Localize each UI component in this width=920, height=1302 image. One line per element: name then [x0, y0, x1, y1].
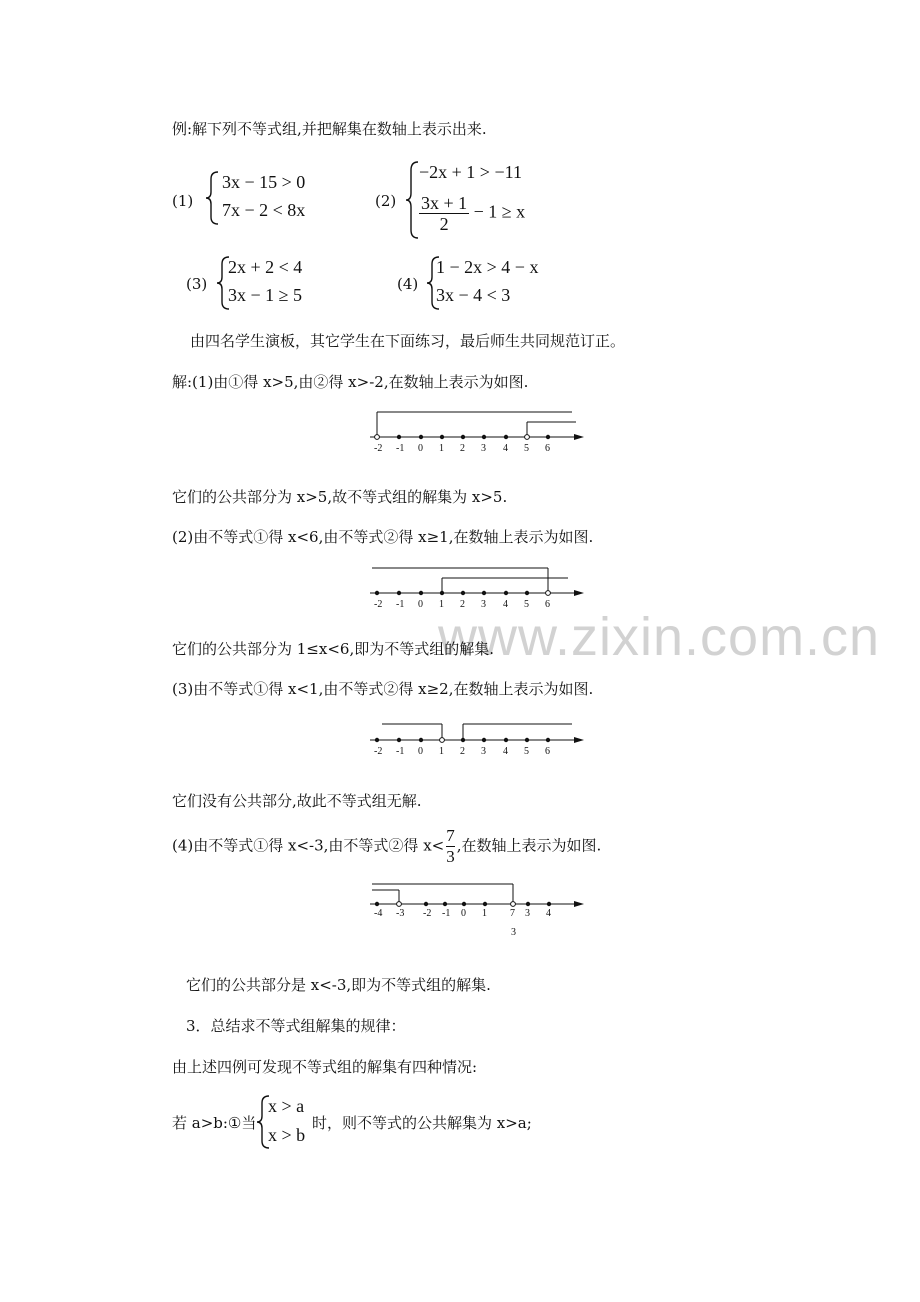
tick-label: 3 — [481, 599, 486, 610]
tick-label: -1 — [396, 746, 405, 757]
arrow-icon — [574, 901, 584, 907]
axis-point — [424, 902, 428, 906]
tick-label: 4 — [503, 599, 508, 610]
number-line-4 — [360, 880, 600, 942]
solution-2-text: (2)由不等式①得 x<6,由不等式②得 x≥1,在数轴上表示为如图. — [172, 528, 594, 546]
tick-label: -1 — [442, 908, 451, 919]
system-3-line2: 3x − 1 ≥ 5 — [228, 285, 303, 305]
tick-label: 0 — [461, 908, 466, 919]
axis-point — [419, 435, 423, 439]
rule-1-line1: x > a — [268, 1096, 305, 1116]
number-line-2 — [360, 560, 600, 612]
common-1-text: 它们的公共部分为 x>5,故不等式组的解集为 x>5. — [172, 488, 508, 506]
tick-label: 3 — [481, 443, 486, 454]
rule-1-line2: x > b — [268, 1125, 306, 1145]
axis-point — [482, 435, 486, 439]
system-2-frac-den: 2 — [439, 214, 449, 234]
tick-label: 6 — [545, 443, 550, 454]
tick-label: 5 — [524, 599, 529, 610]
arrow-icon — [574, 590, 584, 596]
common-3-text: 它们没有公共部分,故此不等式组无解. — [172, 792, 422, 810]
axis-point — [440, 738, 445, 743]
tick-label: -1 — [396, 599, 405, 610]
axis-point — [525, 738, 529, 742]
axis-point — [397, 591, 401, 595]
axis-point — [483, 902, 487, 906]
solution-4-after: ,在数轴上表示为如图. — [456, 836, 602, 855]
axis-point — [526, 902, 530, 906]
tick-label: 1 — [439, 746, 444, 757]
system-1-label: (1) — [172, 192, 194, 210]
axis-point — [375, 591, 379, 595]
axis-point — [397, 738, 401, 742]
brace-icon — [205, 170, 221, 226]
system-2-frac-num: 3x + 1 — [421, 193, 468, 213]
axis-point — [504, 591, 508, 595]
system-4-line2: 3x − 4 < 3 — [436, 285, 511, 305]
system-4-line1: 1 − 2x > 4 − x — [436, 257, 539, 277]
tick-label: 7 — [510, 908, 515, 919]
axis-point — [462, 902, 466, 906]
tick-label: -2 — [374, 443, 383, 454]
axis-point — [504, 435, 508, 439]
tick-label: 1 — [439, 599, 444, 610]
number-line-3 — [360, 714, 600, 762]
tick-label: -3 — [396, 908, 405, 919]
solution-1-text: 解:(1)由①得 x>5,由②得 x>-2,在数轴上表示为如图. — [172, 373, 529, 391]
solution-4-frac-den: 3 — [446, 847, 455, 866]
axis-point — [397, 435, 401, 439]
rule-1-suffix: 时，则不等式的公共解集为 x>a; — [312, 1114, 532, 1132]
system-2-line2-rest: − 1 ≥ x — [473, 201, 526, 222]
solution-4-text — [172, 826, 601, 867]
axis-point — [461, 435, 465, 439]
axis-point — [511, 902, 516, 907]
system-1-line1: 3x − 15 > 0 — [222, 172, 306, 192]
tick-label: 5 — [524, 443, 529, 454]
solution-4-before: (4)由不等式①得 x<-3,由不等式②得 x< — [172, 836, 445, 855]
axis-point — [461, 591, 465, 595]
tick-label: 2 — [460, 443, 465, 454]
tick-label: 6 — [545, 746, 550, 757]
example-title: 例:解下列不等式组,并把解集在数轴上表示出来. — [172, 120, 487, 138]
axis-point — [482, 738, 486, 742]
axis-point — [375, 902, 379, 906]
tick-label: 3 — [525, 908, 530, 919]
solution-3-text: (3)由不等式①得 x<1,由不等式②得 x≥2,在数轴上表示为如图. — [172, 680, 594, 698]
common-4-text: 它们的公共部分是 x<-3,即为不等式组的解集. — [186, 976, 491, 994]
arrow-icon — [574, 737, 584, 743]
axis-point — [547, 902, 551, 906]
axis-point — [440, 435, 444, 439]
tick-label: 0 — [418, 443, 423, 454]
axis-point — [546, 591, 551, 596]
axis-point — [375, 738, 379, 742]
tick-label: 0 — [418, 746, 423, 757]
axis-point — [419, 738, 423, 742]
system-2-line2 — [419, 193, 525, 234]
rule-intro-text: 由上述四例可发现不等式组的解集有四种情况: — [172, 1058, 478, 1076]
axis-point — [504, 738, 508, 742]
system-4-label: (4) — [397, 275, 419, 293]
tick-label: 2 — [460, 746, 465, 757]
tick-label: 1 — [482, 908, 487, 919]
system-3-label: (3) — [186, 275, 208, 293]
axis-point — [443, 902, 447, 906]
number-line-1 — [360, 405, 600, 455]
axis-point — [525, 435, 530, 440]
tick-label: 0 — [418, 599, 423, 610]
axis-point — [546, 435, 550, 439]
tick-label: 5 — [524, 746, 529, 757]
axis-point — [375, 435, 380, 440]
axis-point — [525, 591, 529, 595]
tick-label: -2 — [423, 908, 432, 919]
system-2-line1: −2x + 1 > −11 — [419, 162, 522, 182]
watermark: www.zixin.com.cn — [438, 607, 881, 667]
tick-label: 6 — [545, 599, 550, 610]
axis-point — [440, 591, 444, 595]
common-2-text: 它们的公共部分为 1≤x<6,即为不等式组的解集. — [172, 640, 494, 658]
tick-label: 2 — [460, 599, 465, 610]
tick-sub-label: 3 — [511, 927, 516, 938]
axis-point — [546, 738, 550, 742]
tick-label: 3 — [481, 746, 486, 757]
tick-label: -1 — [396, 443, 405, 454]
intro-text: 由四名学生演板，其它学生在下面练习，最后师生共同规范订正。 — [190, 332, 626, 350]
system-3-line1: 2x + 2 < 4 — [228, 257, 303, 277]
solution-4-frac-num: 7 — [446, 826, 455, 845]
axis-point — [419, 591, 423, 595]
axis-point — [461, 738, 465, 742]
axis-point — [482, 591, 486, 595]
tick-label: 4 — [546, 908, 551, 919]
axis-point — [397, 902, 402, 907]
tick-label: -2 — [374, 746, 383, 757]
system-1-line2: 7x − 2 < 8x — [222, 200, 306, 220]
system-2-label: (2) — [375, 192, 397, 210]
arrow-icon — [574, 434, 584, 440]
section-heading-3: 3．总结求不等式组解集的规律： — [186, 1017, 406, 1035]
tick-label: -2 — [374, 599, 383, 610]
tick-label: 4 — [503, 746, 508, 757]
tick-label: 1 — [439, 443, 444, 454]
tick-label: 4 — [503, 443, 508, 454]
rule-1-prefix: 若 a>b:①当 — [172, 1114, 257, 1132]
tick-label: -4 — [374, 908, 383, 919]
